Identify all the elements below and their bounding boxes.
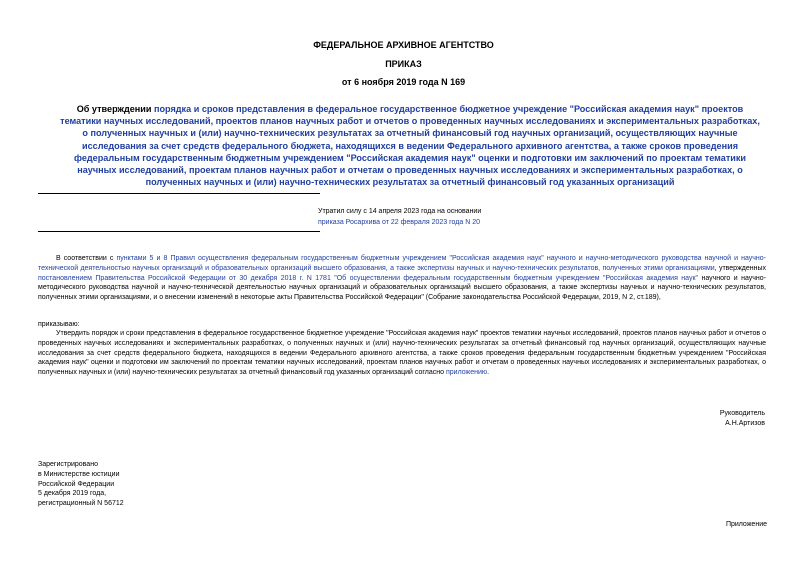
preamble-link-clauses[interactable]: пунктами 5 и 8 xyxy=(116,255,168,262)
repeal-order-link[interactable]: приказа Росархива от 22 февраля 2023 года N 20 xyxy=(318,219,480,226)
order-end: . xyxy=(487,369,490,377)
status-note xyxy=(318,206,481,228)
status-line: Утратил силу с 14 апреля 2023 года на основании xyxy=(318,208,482,215)
signature-name: А.Н.Артизов xyxy=(725,420,765,427)
registration-block xyxy=(38,460,124,509)
registration-line: в Министерстве юстиции xyxy=(38,470,120,478)
document-title xyxy=(58,103,762,188)
title-prefix: Об утверждении xyxy=(76,104,154,114)
appendix-label: Приложение xyxy=(725,521,767,528)
order-paragraph xyxy=(38,329,766,378)
signature-block xyxy=(720,409,765,429)
preamble-text-1: В соответствии с xyxy=(56,255,117,262)
document-date: от 6 ноября 2019 года N 169 xyxy=(341,77,466,87)
order-text: Утвердить порядок и сроки представления в федеральное государственное бюджетное учреждение "Российская академия наук" проектов тематики научных исследований, проектов планов научных работ и отчетов о проведенных научных исследованиях и экспериментальных разработках, о полученных научных и (или) научно-технических результатах за отчетный финансовый год научных организаций, осуществляющих научные исследования за счет средств федерального бюджета, находящихся в ведении Федерального архивного агентства, а также сроков проведения федеральным государственным бюджетным учреждением "Российская академия наук" оценки и подготовки им заключений по проектам тематики научных исследований, проектам планов научных работ и отчетам о проведенных научных исследованиях и экспериментальных разработках, о полученных научных и (или) научно-технических результатах за отчетный финансовый год указанных организаций согласно xyxy=(38,330,766,377)
signature-role: Руководитель xyxy=(719,410,765,417)
registration-line: 5 декабря 2019 года, xyxy=(38,490,107,498)
divider-top xyxy=(38,193,320,194)
order-word: приказываю: xyxy=(38,321,80,328)
divider-bottom xyxy=(38,231,320,232)
preamble-text-3: , утвержденных xyxy=(714,264,766,272)
registration-line: регистрационный N 56712 xyxy=(38,500,124,508)
registration-line: Зарегистрировано xyxy=(38,461,98,468)
registration-line: Российской Федерации xyxy=(38,480,115,488)
preamble-link-rules[interactable]: Правил осуществления федеральным государственным бюджетным учреждением "Российская академия наук" научного и научно-методического руководства научной и научно-технической деятельностью научных организаций и образовательных организаций высшего образования, а также экспертизы научных и научно-технических результатов, полученных этими организациями xyxy=(38,255,766,272)
appendix-link[interactable]: приложению xyxy=(445,369,488,377)
preamble-paragraph xyxy=(38,254,766,303)
preamble-text-4: научного и научно-методического руководства научной и научно-технической деятельностью научных организаций и образовательных организаций высшего образования, а также экспертизы научных и научно-технических результатов, полученных этими организациями, и о внесении изменений в некоторые акты Правительства Российской Федерации" (Собрание законодательства Российской Федерации, 2019, N 2, ст.189), xyxy=(38,274,766,302)
agency-name: ФЕДЕРАЛЬНОЕ АРХИВНОЕ АГЕНТСТВО xyxy=(313,40,494,50)
preamble-link-resolution[interactable]: постановлением Правительства Российской Федерации от 30 декабря 2018 г. N 1781 "Об осуществлении федеральным государственным бюджетным учреждением "Российская академия наук" xyxy=(38,274,699,282)
document-type: ПРИКАЗ xyxy=(385,59,422,69)
title-link[interactable]: порядка и сроков представления в федеральное государственное бюджетное учреждение "Российская академия наук" проектов тематики научных исследований, проектов планов научных работ и отчетов о проведенных научных исследованиях и экспериментальных разработках, о полученных научных и (или) научно-технических результатах за отчетный финансовый год научных организаций, осуществляющих научные исследования за счет средств федерального бюджета, находящихся в ведении Федерального архивного агентства, а также сроков проведения федеральным государственным бюджетным учреждением "Российская академия наук" оценки и подготовки им заключений по проектам тематики научных исследований, проектам планов научных работ и отчетам о проведенных научных исследованиях и экспериментальных разработках, о полученных научных и (или) научно-технических результатах за отчетный финансовый год указанных организаций xyxy=(60,104,760,188)
